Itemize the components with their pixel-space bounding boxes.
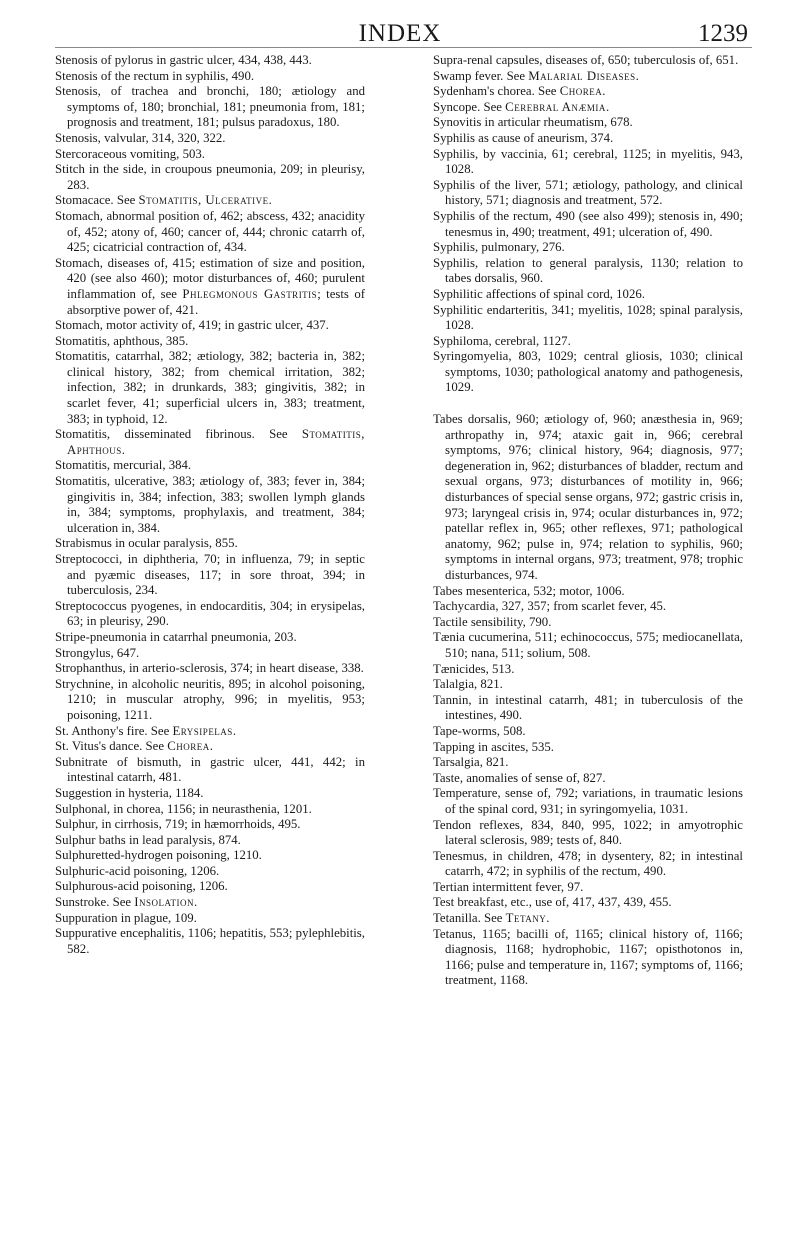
page-header xyxy=(0,20,800,54)
index-entry: Tetanus, 1165; bacilli of, 1165; clinical history of, 1166; diagnosis, 1168; hydrophobic, 1167; opisthotonos in, 1166; pulse and temperature in, 1167; symptoms of, 1166; treatment, 1168. xyxy=(433,926,743,988)
index-entry: Stomacace. See Stomatitis, Ulcerative. xyxy=(55,193,272,208)
index-entry: Test breakfast, etc., use of, 417, 437, 439, 455. xyxy=(433,895,672,910)
index-entry: Syphilis, relation to general paralysis, 1130; relation to tabes dorsalis, 960. xyxy=(433,255,743,286)
index-entry: Stercoraceous vomiting, 503. xyxy=(55,146,205,161)
index-entry: Syphilitic affections of spinal cord, 1026. xyxy=(433,286,645,301)
index-entry: Stomatitis, ulcerative, 383; ætiology of, 383; fever in, 384; gingivitis in, 384; infection, 383; swollen lymph glands in, 384; symptoms, prophylaxis, and treatment, 384; ulceration in, 384. xyxy=(55,474,365,535)
index-entry: Sulphonal, in chorea, 1156; in neurasthenia, 1201. xyxy=(55,801,312,816)
index-entry: Sulphuric-acid poisoning, 1206. xyxy=(55,863,220,878)
index-entry: Tænia cucumerina, 511; echinococcus, 575; mediocanellata, 510; nana, 511; solium, 508. xyxy=(433,630,743,660)
right-index-column xyxy=(433,53,743,989)
index-entry: Stenosis, of trachea and bronchi, 180; ætiology and symptoms of, 180; bronchial, 181; pneumonia from, 181; prognosis and treatment, 181; pulsus paradoxus, 180. xyxy=(55,84,365,130)
index-entry: Tannin, in intestinal catarrh, 481; in tuberculosis of the intestines, 490. xyxy=(433,692,743,723)
index-entry: Suppuration in plague, 109. xyxy=(55,910,197,925)
index-entry: Sulphur, in cirrhosis, 719; in hæmorrhoids, 495. xyxy=(55,817,301,832)
index-entry: Tapping in ascites, 535. xyxy=(433,739,555,754)
index-entry: Stenosis of the rectum in syphilis, 490. xyxy=(55,68,255,83)
index-entry: Streptococci, in diphtheria, 70; in influenza, 79; in septic and pyæmic diseases, 117; in sore throat, 394; in tuberculosis, 234. xyxy=(55,552,365,598)
index-entry: Tabes mesenterica, 532; motor, 1006. xyxy=(433,583,625,598)
index-entry: Stenosis, valvular, 314, 320, 322. xyxy=(55,130,226,145)
index-entry: Supra-renal capsules, diseases of, 650; tuberculosis of, 651. xyxy=(433,53,739,67)
index-entry: Tænicides, 513. xyxy=(433,661,515,676)
index-entry: Syphilis of the rectum, 490 (see also 499); stenosis in, 490; tenesmus in, 490; treatment, 491; ulceration of, 490. xyxy=(433,208,743,239)
index-entry: Tactile sensibility, 790. xyxy=(433,614,552,629)
index-entry: Syringomyelia, 803, 1029; central gliosis, 1030; clinical symptoms, 1030; pathological anatomy and pathogenesis, 1029. xyxy=(433,349,743,395)
index-entry: Syphilis, pulmonary, 276. xyxy=(433,240,565,255)
index-entry: Stenosis of pylorus in gastric ulcer, 434, 438, 443. xyxy=(55,53,312,67)
index-entry: Synovitis in articular rheumatism, 678. xyxy=(433,115,633,130)
index-entry: Tarsalgia, 821. xyxy=(433,755,509,770)
index-entry: Strongylus, 647. xyxy=(55,645,140,660)
running-title: INDEX xyxy=(358,20,442,47)
header-rule xyxy=(55,47,752,48)
index-entry: Strychnine, in alcoholic neuritis, 895; in alcohol poisoning, 1210; in muscular atrophy, 996; in myelitis, 953; poisoning, 1211. xyxy=(55,676,365,722)
index-entry: Stomatitis, catarrhal, 382; ætiology, 382; bacteria in, 382; clinical history, 382; from chemical irritation, 382; infection, 382; in drunkards, 383; gingivitis, 382; in scarlet fever, 41; superficial ulcers in, 383; treatment, 383; in typhoid, 12. xyxy=(55,349,365,426)
index-entry: Subnitrate of bismuth, in gastric ulcer, 441, 442; in intestinal catarrh, 481. xyxy=(55,754,365,785)
index-entry: Temperature, sense of, 792; variations, in traumatic lesions of the spinal cord, 931; in syringomyelia, 1031. xyxy=(433,786,743,816)
index-entry: Strophanthus, in arterio-sclerosis, 374; in heart disease, 338. xyxy=(55,661,364,676)
left-index-column xyxy=(55,53,365,957)
index-entry: Sunstroke. See Insolation. xyxy=(55,895,198,910)
index-entry: Syphilitic endarteritis, 341; myelitis, 1028; spinal paralysis, 1028. xyxy=(433,302,743,333)
index-entry: Suppurative encephalitis, 1106; hepatitis, 553; pylephlebitis, 582. xyxy=(55,926,365,956)
index-entry: Syphilis, by vaccinia, 61; cerebral, 1125; in myelitis, 943, 1028. xyxy=(433,146,743,177)
index-entry: Taste, anomalies of sense of, 827. xyxy=(433,770,606,785)
index-entry: St. Anthony's fire. See Erysipelas. xyxy=(55,723,237,738)
index-entry: Tabes dorsalis, 960; ætiology of, 960; anæsthesia in, 969; arthropathy in, 974; ataxic gait in, 966; cerebral symptoms, 976; clinical history, 964; diagnosis, 977; degeneration in, 962; disturbances of bladder, rectum and sexual organs, 973; disturbances of motility in, 966; disturbances of special sense organs, 972; gastric crisis in, 973; laryngeal crisis in, 974; ocular disturbances in, 972; patellar reflex in, 965; other reflexes, 971; pathological anatomy, 962; pulse in, 974; relation to syphilis, 960; symptoms in internal organs, 973; treatment, 978; trophic disturbances, 974. xyxy=(433,412,743,582)
index-entry: Stitch in the side, in croupous pneumonia, 209; in pleurisy, 283. xyxy=(55,162,365,192)
index-entry: Syphiloma, cerebral, 1127. xyxy=(433,333,571,348)
page-number: 1239 xyxy=(698,20,748,47)
index-entry: Stomatitis, aphthous, 385. xyxy=(55,333,189,348)
index-entry: Syncope. See Cerebral Anæmia. xyxy=(433,99,610,114)
index-entry: Stomach, abnormal position of, 462; abscess, 432; anacidity of, 452; atony of, 460; cancer of, 444; chronic catarrh of, 425; cicatricial contraction of, 434. xyxy=(55,208,365,255)
index-entry: St. Vitus's dance. See Chorea. xyxy=(55,739,213,754)
index-entry: Stripe-pneumonia in catarrhal pneumonia, 203. xyxy=(55,629,297,644)
index-entry: Sulphurous-acid poisoning, 1206. xyxy=(55,879,228,894)
index-entry: Tachycardia, 327, 357; from scarlet fever, 45. xyxy=(433,599,667,614)
index-entry: Sydenham's chorea. See Chorea. xyxy=(433,84,606,99)
index-entry: Tenesmus, in children, 478; in dysentery, 82; in intestinal catarrh, 472; in syphilis of the rectum, 490. xyxy=(433,848,743,879)
index-entry: Tertian intermittent fever, 97. xyxy=(433,879,584,894)
index-entry: Talalgia, 821. xyxy=(433,677,503,692)
index-entry: Stomach, motor activity of, 419; in gastric ulcer, 437. xyxy=(55,318,329,333)
index-entry: Tetanilla. See Tetany. xyxy=(433,911,550,926)
index-entry: Suggestion in hysteria, 1184. xyxy=(55,785,204,800)
index-entry: Stomatitis, disseminated fibrinous. See Stomatitis, Aphthous. xyxy=(55,427,365,457)
index-entry: Swamp fever. See Malarial Diseases. xyxy=(433,68,639,83)
index-entry: Tendon reflexes, 834, 840, 995, 1022; in amyotrophic lateral sclerosis, 989; tests of, 840. xyxy=(433,817,743,848)
index-entry: Streptococcus pyogenes, in endocarditis, 304; in erysipelas, 63; in pleurisy, 290. xyxy=(55,598,365,629)
index-entry: Tape-worms, 508. xyxy=(433,723,526,738)
index-entry: Sulphur baths in lead paralysis, 874. xyxy=(55,832,241,847)
index-entry: Stomach, diseases of, 415; estimation of size and position, 420 (see also 460); motor disturbances of, 460; purulent inflammation of, see Phlegmonous Gastritis; tests of absorptive power of, 421. xyxy=(55,255,365,317)
index-entry: Syphilis of the liver, 571; ætiology, pathology, and clinical history, 571; diagnosis and treatment, 572. xyxy=(433,177,743,208)
index-entry: Stomatitis, mercurial, 384. xyxy=(55,458,192,473)
index-entry: Syphilis as cause of aneurism, 374. xyxy=(433,130,614,145)
index-entry: Sulphuretted-hydrogen poisoning, 1210. xyxy=(55,848,262,863)
index-entry: Strabismus in ocular paralysis, 855. xyxy=(55,536,238,551)
